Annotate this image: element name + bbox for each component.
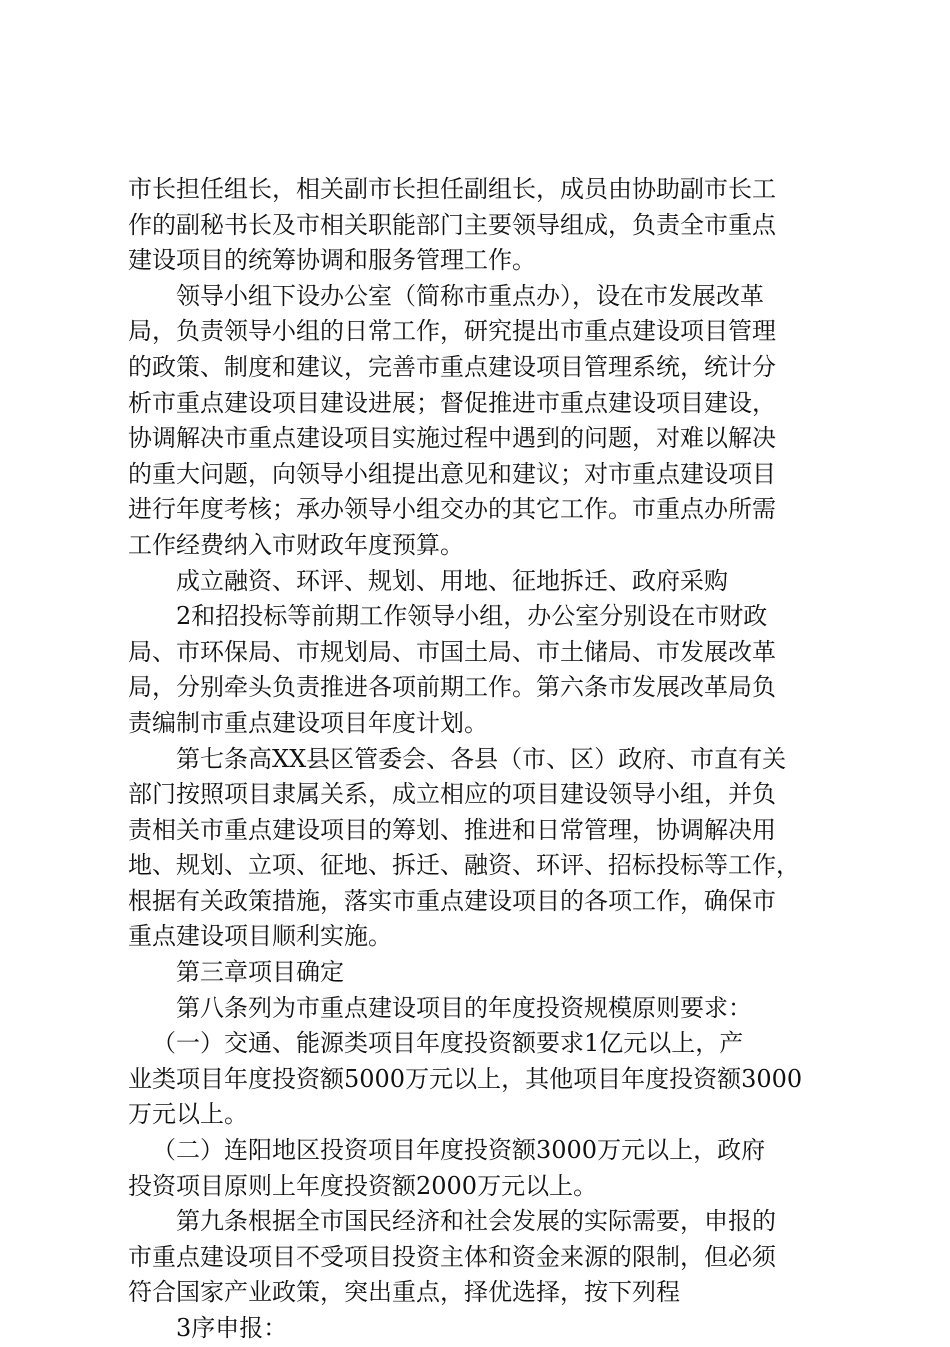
text-line: 符合国家产业政策，突出重点，择优选择，按下列程 xyxy=(128,1278,680,1307)
text-line: 重点建设项目顺利实施。 xyxy=(128,922,392,951)
text-line: 地、规划、立项、征地、拆迁、融资、环评、招标投标等工作， xyxy=(128,851,800,880)
text-line: 业类项目年度投资额5000万元以上，其他项目年度投资额3000 xyxy=(128,1064,803,1093)
text-line: 投资项目原则上年度投资额2000万元以上。 xyxy=(128,1171,598,1200)
text-line: 第七条高XX县区管委会、各县（市、区）政府、市直有关 xyxy=(176,744,787,773)
text-line: 局、市环保局、市规划局、市国土局、市土储局、市发展改革 xyxy=(128,637,776,666)
text-line: 第八条列为市重点建设项目的年度投资规模原则要求： xyxy=(176,993,752,1022)
text-line: 作的副秘书长及市相关职能部门主要领导组成，负责全市重点 xyxy=(128,210,776,239)
text-line: 根据有关政策措施，落实市重点建设项目的各项工作，确保市 xyxy=(128,886,776,915)
text-line: 责相关市重点建设项目的筹划、推进和日常管理，协调解决用 xyxy=(128,815,776,844)
text-line: 领导小组下设办公室（简称市重点办），设在市发展改革 xyxy=(176,281,764,310)
text-line: 万元以上。 xyxy=(128,1100,248,1129)
text-line: 市重点建设项目不受项目投资主体和资金来源的限制，但必须 xyxy=(128,1242,776,1271)
text-line: 建设项目的统筹协调和服务管理工作。 xyxy=(128,246,536,275)
text-line: 成立融资、环评、规划、用地、征地拆迁、政府采购 xyxy=(176,566,728,595)
text-line: 协调解决市重点建设项目实施过程中遇到的问题，对难以解决 xyxy=(128,424,776,453)
text-line: 第三章项目确定 xyxy=(176,958,344,987)
text-line: 工作经费纳入市财政年度预算。 xyxy=(128,530,464,559)
text-line: （一）交通、能源类项目年度投资额要求1亿元以上，产 xyxy=(152,1029,744,1058)
text-line: 市长担任组长，相关副市长担任副组长，成员由协助副市长工 xyxy=(128,175,776,203)
text-line: 局，分别牵头负责推进各项前期工作。第六条市发展改革局负 xyxy=(128,673,776,702)
text-line: 的重大问题，向领导小组提出意见和建议；对市重点建设项目 xyxy=(128,459,776,488)
text-line: 部门按照项目隶属关系，成立相应的项目建设领导小组，并负 xyxy=(128,780,776,809)
document-body xyxy=(128,172,848,1347)
text-line: 2和招投标等前期工作领导小组，办公室分别设在市财政 xyxy=(176,602,768,631)
text-line: 第九条根据全市国民经济和社会发展的实际需要，申报的 xyxy=(176,1207,776,1236)
text-line: 责编制市重点建设项目年度计划。 xyxy=(128,708,488,737)
text-line: 进行年度考核；承办领导小组交办的其它工作。市重点办所需 xyxy=(128,495,776,524)
text-line: （二）连阳地区投资项目年度投资额3000万元以上，政府 xyxy=(152,1136,766,1165)
text-line: 的政策、制度和建议，完善市重点建设项目管理系统，统计分 xyxy=(128,352,776,381)
text-line: 析市重点建设项目建设进展；督促推进市重点建设项目建设， xyxy=(128,388,776,417)
text-line: 局，负责领导小组的日常工作，研究提出市重点建设项目管理 xyxy=(128,317,776,346)
text-line: 3序申报： xyxy=(176,1314,288,1342)
